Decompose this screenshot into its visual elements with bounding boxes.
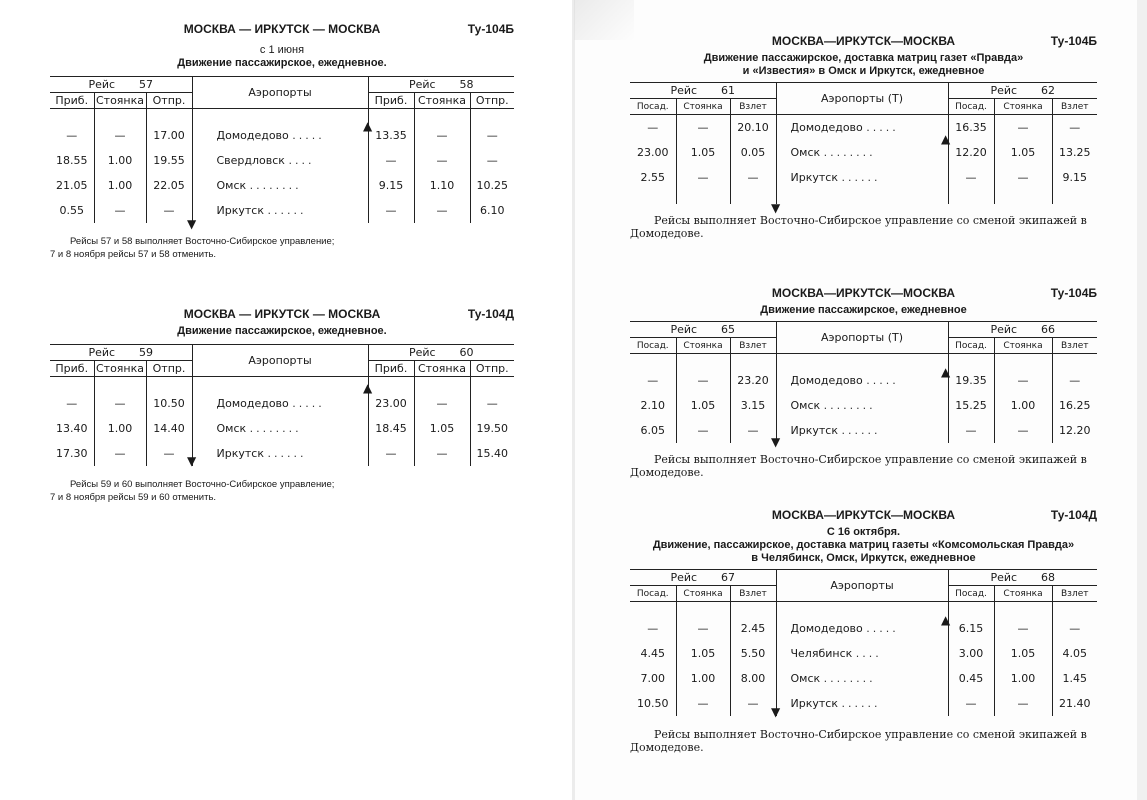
col-takeoff: Взлет [1052, 99, 1097, 115]
footnote: Рейсы 57 и 58 выполняет Восточно-Сибирское управление; [70, 236, 335, 247]
timetable-61-62 [630, 34, 1097, 240]
col-takeoff: Взлет [730, 586, 776, 602]
timetable-57-58 [50, 22, 514, 261]
outbound-flight-header: Рейс 59 [50, 345, 192, 361]
timetable-header [630, 286, 1097, 304]
table-row: — — 23.20 Домодедово ..... 19.35 — — [630, 368, 1097, 393]
col-stop: Стоянка [994, 99, 1052, 115]
footnote: 7 и 8 ноября рейсы 59 и 60 отменить. [50, 492, 217, 503]
timetable [50, 344, 514, 466]
col-arrival: Приб. [368, 361, 414, 377]
airports-header: Аэропорты (Т) [776, 83, 948, 115]
airport-name: Иркутск [216, 204, 264, 217]
route-title: МОСКВА—ИРКУТСК—МОСКВА [771, 34, 956, 48]
inbound-flight-header: Рейс 60 [368, 345, 514, 361]
aircraft-type: Ту-104Б [1050, 34, 1097, 48]
inbound-flight-header: Рейс 66 [948, 322, 1097, 338]
scan-edge [1137, 0, 1147, 800]
col-stop: Стоянка [676, 99, 730, 115]
route-title: МОСКВА—ИРКУТСК—МОСКВА [771, 286, 956, 300]
arrow-up-icon: ▲ [941, 613, 951, 627]
airport-name: Омск [216, 179, 247, 192]
timetable-59-60 [50, 307, 514, 504]
subtitle: Движение пассажирское, ежедневное. [177, 57, 387, 69]
table-row: 2.55 — — Иркутск ...... — — 9.15 [630, 165, 1097, 190]
inbound-flight-header: Рейс 58 [368, 77, 514, 93]
table-row: 4.45 1.05 5.50 Челябинск .... 3.00 1.05 4.05 [630, 641, 1097, 666]
col-takeoff: Взлет [1052, 586, 1097, 602]
scan-shadow [574, 0, 634, 40]
table-row: 18.55 1.00 19.55 Свердловск .... — — — [50, 148, 514, 173]
col-takeoff: Взлет [730, 338, 776, 354]
arrow-down-icon: ▼ [771, 435, 781, 449]
airport-name: Иркутск [216, 447, 264, 460]
table-row: — — 20.10 Домодедово ..... 16.35 — — [630, 115, 1097, 141]
arrow-up-icon: ▲ [363, 119, 373, 133]
col-stop: Стоянка [414, 361, 470, 377]
col-stop: Стоянка [95, 94, 144, 107]
airport-name: Домодедово [790, 374, 863, 387]
timetable-header [50, 307, 514, 325]
subtitle: с 1 июня [259, 44, 305, 56]
col-landing: Посад. [630, 99, 676, 115]
col-takeoff: Взлет [1052, 338, 1097, 354]
table-row: — — 17.00 Домодедово ..... 13.35 — — [50, 123, 514, 148]
arrow-down-icon: ▼ [771, 201, 781, 215]
page-gutter [572, 0, 575, 800]
arrow-down-icon: ▼ [187, 454, 197, 468]
subtitle: Движение пассажирское, ежедневное [760, 304, 967, 316]
table-row: 23.00 1.05 0.05 Омск ........ 12.20 1.05 13.25 [630, 140, 1097, 165]
timetable [630, 321, 1097, 443]
table-row: 21.05 1.00 22.05 Омск ........ 9.15 1.10 10.25 [50, 173, 514, 198]
airport-name: Омск [790, 399, 821, 412]
footnote: Рейсы 59 и 60 выполняет Восточно-Сибирское управление; [70, 479, 335, 490]
airport-name: Домодедово [790, 121, 863, 134]
col-departure: Отпр. [470, 93, 514, 109]
table-row: 2.10 1.05 3.15 Омск ........ 15.25 1.00 16.25 [630, 393, 1097, 418]
subtitle: Движение пассажирское, доставка матриц газет «Правда» [703, 52, 1024, 64]
subtitle: и «Известия» в Омск и Иркутск, ежедневное [742, 65, 985, 77]
timetable-67-68 [630, 508, 1097, 754]
aircraft-type: Ту-104Б [1050, 286, 1097, 300]
outbound-flight-header: Рейс 61 [630, 83, 776, 99]
outbound-flight-header: Рейс 57 [50, 77, 192, 93]
table-row: 0.55 — — Иркутск ...... — — 6.10 [50, 198, 514, 223]
aircraft-type: Ту-104Д [1050, 508, 1097, 522]
airports-header: Аэропорты [776, 570, 948, 602]
col-stop: Стоянка [414, 93, 470, 109]
timetable [630, 82, 1097, 204]
col-arrival: Приб. [50, 93, 94, 109]
airports-header: Аэропорты (Т) [776, 322, 948, 354]
airports-header: Аэропорты [192, 77, 368, 109]
airport-name: Омск [790, 146, 821, 159]
airport-name: Домодедово [216, 397, 289, 410]
footnote: Рейсы выполняет Восточно-Сибирское управление со сменой экипажей в Домодедове. [630, 214, 1087, 240]
outbound-flight-header: Рейс 65 [630, 322, 776, 338]
airport-name: Домодедово [216, 129, 289, 142]
arrow-up-icon: ▲ [941, 365, 951, 379]
route-title: МОСКВА—ИРКУТСК—МОСКВА [771, 508, 956, 522]
airport-name: Омск [216, 422, 247, 435]
aircraft-type: Ту-104Б [467, 22, 514, 36]
airport-name: Иркутск [790, 171, 838, 184]
timetable-header [630, 34, 1097, 52]
col-arrival: Приб. [368, 93, 414, 109]
inbound-flight-header: Рейс 62 [948, 83, 1097, 99]
airport-name: Омск [790, 672, 821, 685]
col-departure: Отпр. [146, 361, 192, 377]
col-landing: Посад. [948, 338, 994, 354]
timetable-65-66 [630, 286, 1097, 479]
table-row: 13.40 1.00 14.40 Омск ........ 18.45 1.05 19.50 [50, 416, 514, 441]
footnote: Рейсы выполняет Восточно-Сибирское управление со сменой экипажей в Домодедове. [630, 728, 1087, 754]
col-departure: Отпр. [470, 361, 514, 377]
col-stop: Стоянка [676, 338, 730, 354]
col-stop: Стоянка [994, 586, 1052, 602]
arrow-down-icon: ▼ [771, 705, 781, 719]
col-landing: Посад. [630, 338, 676, 354]
table-row: 6.05 — — Иркутск ...... — — 12.20 [630, 418, 1097, 443]
timetable [630, 569, 1097, 719]
col-arrival: Приб. [50, 361, 94, 377]
col-departure: Отпр. [146, 93, 192, 109]
timetable [50, 76, 514, 223]
airport-name: Челябинск [790, 647, 853, 660]
footnote: 7 и 8 ноября рейсы 57 и 58 отменить. [50, 249, 217, 260]
col-landing: Посад. [630, 586, 676, 602]
col-stop: Стоянка [676, 586, 730, 602]
timetable-header [630, 508, 1097, 526]
subtitle: Движение пассажирское, ежедневное. [177, 325, 387, 337]
route-title: МОСКВА — ИРКУТСК — МОСКВА [183, 22, 381, 36]
airport-name: Свердловск [216, 154, 285, 167]
airport-name: Иркутск [790, 697, 838, 710]
col-landing: Посад. [948, 99, 994, 115]
table-row: 7.00 1.00 8.00 Омск ........ 0.45 1.00 1.45 [630, 666, 1097, 691]
table-row: — — 10.50 Домодедово ..... 23.00 — — [50, 391, 514, 416]
airports-header: Аэропорты [192, 345, 368, 377]
timetable-header [50, 22, 514, 40]
outbound-flight-header: Рейс 67 [630, 570, 776, 586]
table-row: — — 2.45 Домодедово ..... 6.15 — — [630, 616, 1097, 641]
col-takeoff: Взлет [730, 99, 776, 115]
col-stop: Стоянка [95, 362, 144, 375]
subtitle: С 16 октября. [826, 526, 901, 538]
inbound-flight-header: Рейс 68 [948, 570, 1097, 586]
route-title: МОСКВА — ИРКУТСК — МОСКВА [183, 307, 381, 321]
col-landing: Посад. [948, 586, 994, 602]
arrow-up-icon: ▲ [363, 381, 373, 395]
table-row: 17.30 — — Иркутск ...... — — 15.40 [50, 441, 514, 466]
subtitle: в Челябинск, Омск, Иркутск, ежедневное [751, 552, 976, 564]
subtitle: Движение, пассажирское, доставка матриц газеты «Комсомольская Правда» [652, 539, 1075, 551]
aircraft-type: Ту-104Д [467, 307, 514, 321]
footnote: Рейсы выполняет Восточно-Сибирское управление со сменой экипажей в Домодедове. [630, 453, 1087, 479]
airport-name: Домодедово [790, 622, 863, 635]
col-stop: Стоянка [994, 338, 1052, 354]
arrow-down-icon: ▼ [187, 217, 197, 231]
table-row: 10.50 — — Иркутск ...... — — 21.40 [630, 691, 1097, 716]
airport-name: Иркутск [790, 424, 838, 437]
arrow-up-icon: ▲ [941, 132, 951, 146]
